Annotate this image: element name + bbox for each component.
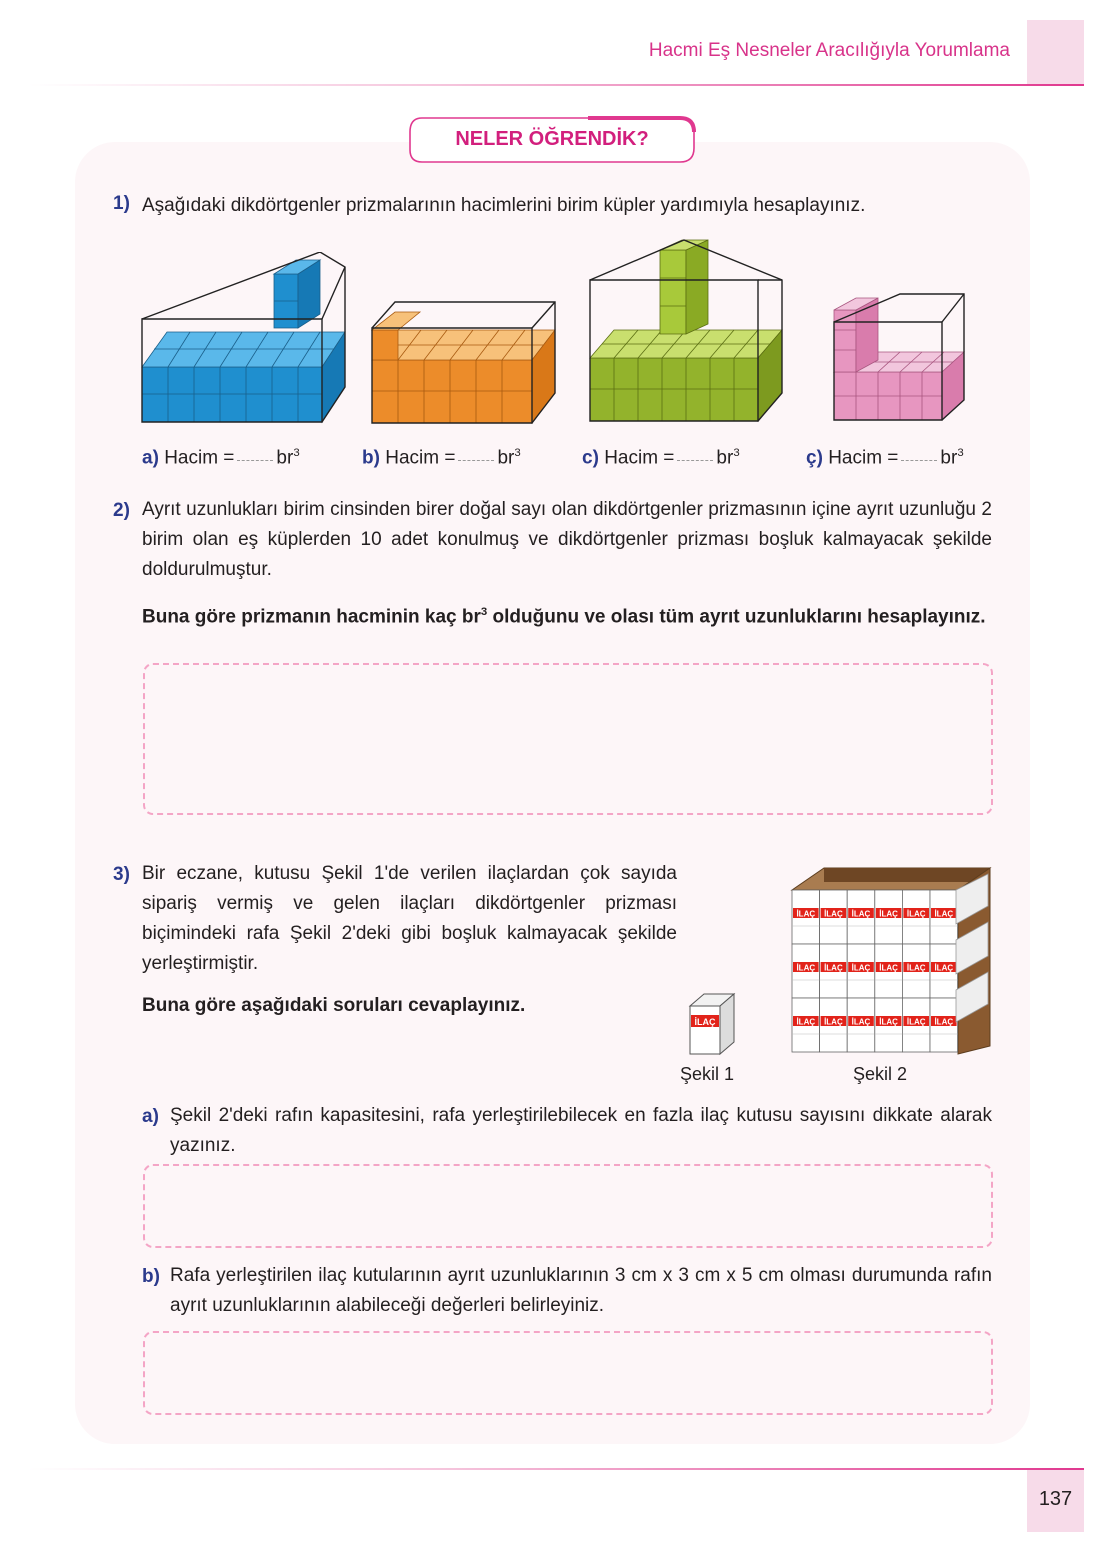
page-number: 137 — [1038, 1488, 1073, 1510]
answer-blank-cc[interactable] — [901, 460, 937, 461]
figure1-label: Şekil 1 — [680, 1064, 735, 1084]
shelf-box-label: İLAÇ — [906, 963, 926, 973]
shelf-box-label: İLAÇ — [824, 1017, 843, 1027]
prism-figure-b — [370, 300, 560, 425]
q2-number: 2) — [113, 500, 130, 521]
footer-divider — [28, 1468, 1084, 1470]
figure1-medicine-box — [688, 992, 738, 1056]
q2-question — [142, 597, 992, 632]
q3b-text: Rafa yerleştirilen ilaç kutularının ayrıt uzunluklarının 3 cm x 3 cm x 5 cm olması durumunda rafın ayrıt uzunluklarının alabileceği değerleri belirleyiniz. — [170, 1265, 992, 1316]
q3-instruction: Buna göre aşağıdaki soruları cevaplayınız. — [142, 995, 526, 1016]
answer-label-b: Hacim = — [385, 447, 456, 469]
figure2-label: Şekil 2 — [853, 1064, 908, 1084]
shelf-box-label: İLAÇ — [879, 909, 898, 919]
answer-unit-c: br — [716, 447, 734, 469]
shelf-box-label: İLAÇ — [851, 963, 871, 973]
prism-figure-a — [140, 252, 350, 424]
answer-unit-b: br — [497, 447, 515, 469]
shelf-box-label: İLAÇ — [796, 1017, 816, 1027]
shelf-box-label: İLAÇ — [796, 909, 816, 919]
shelf-box-label: İLAÇ — [934, 963, 954, 973]
q2-text: Ayrıt uzunlukları birim cinsinden birer doğal sayı olan dikdörtgenler prizmasının içine ayrıt uzunluğu 2 birim olan eş küplerden 10 adet konulmuş ve dikdörtgenler prizması boşluk kalmayacak şekilde doldurulmuştur. — [142, 499, 992, 580]
q2-question-part1: Buna göre prizmanın hacminin kaç br — [142, 606, 481, 628]
answer-exp-b: 3 — [514, 447, 521, 459]
answer-exp-cc: 3 — [957, 447, 964, 459]
q3a-text: Şekil 2'deki rafın kapasitesini, rafa yerleştirilebilecek en fazla ilaç kutusu sayısını dikkate alarak yazınız. — [170, 1105, 992, 1156]
section-title: NELER ÖĞRENDİK? — [455, 128, 649, 150]
q2-question-exp: 3 — [480, 606, 488, 618]
shelf-box-label: İLAÇ — [906, 909, 926, 919]
answer-letter-cc: ç) — [806, 447, 823, 469]
q1-answer-a — [142, 447, 300, 469]
q3-text: Bir eczane, kutusu Şekil 1'de verilen ilaçlardan çok sayıda sipariş vermiş ve gelen ilaçları dikdörtgenler prizması biçimindeki rafa Şekil 2'deki gibi boşluk kalmayacak şekilde yerleştirmiştir. — [142, 863, 677, 974]
answer-label-a: Hacim = — [164, 447, 235, 469]
figure2-shelf — [788, 866, 994, 1058]
shelf-box-label: İLAÇ — [879, 963, 898, 973]
section-badge — [408, 112, 696, 164]
shelf-box-label: İLAÇ — [906, 1017, 926, 1027]
q3a-answer-box[interactable] — [143, 1164, 993, 1248]
prism-figure-cc — [830, 292, 970, 424]
shelf-box-label: İLAÇ — [796, 963, 816, 973]
answer-letter-c: c) — [582, 447, 599, 469]
q3b-answer-box[interactable] — [143, 1331, 993, 1415]
q1-answer-cc — [806, 447, 964, 469]
answer-exp-c: 3 — [733, 447, 740, 459]
answer-blank-a[interactable] — [237, 460, 273, 461]
page-header-title: Hacmi Eş Nesneler Aracılığıyla Yorumlama — [648, 40, 1010, 61]
answer-unit-cc: br — [940, 447, 958, 469]
shelf-box-label: İLAÇ — [934, 1017, 954, 1027]
header-divider — [28, 84, 1084, 86]
header-tab — [1027, 20, 1084, 84]
q1-answer-c — [582, 447, 740, 469]
shelf-box-label: İLAÇ — [879, 1017, 898, 1027]
shelf-box-label: İLAÇ — [824, 909, 843, 919]
answer-exp-a: 3 — [293, 447, 300, 459]
q2-answer-box[interactable] — [143, 663, 993, 815]
q3a-letter: a) — [142, 1106, 159, 1127]
q1-number: 1) — [113, 193, 130, 214]
shelf-box-label: İLAÇ — [824, 963, 843, 973]
answer-blank-b[interactable] — [458, 460, 494, 461]
q2-question-part2: olduğunu ve olası tüm ayrıt uzunluklarını hesaplayınız. — [487, 606, 986, 628]
answer-label-c: Hacim = — [604, 447, 675, 469]
answer-unit-a: br — [276, 447, 294, 469]
answer-label-cc: Hacim = — [828, 447, 899, 469]
shelf-box-label: İLAÇ — [851, 909, 871, 919]
answer-letter-b: b) — [362, 447, 380, 469]
shelf-box-label: İLAÇ — [934, 909, 954, 919]
answer-blank-c[interactable] — [677, 460, 713, 461]
q3b-letter: b) — [142, 1266, 160, 1287]
answer-letter-a: a) — [142, 447, 159, 469]
q1-text: Aşağıdaki dikdörtgenler prizmalarının hacimlerini birim küpler yardımıyla hesaplayınız. — [142, 195, 866, 216]
q1-answer-b — [362, 447, 521, 469]
shelf-box-grid — [792, 890, 958, 1052]
shelf-box-label: İLAÇ — [851, 1017, 871, 1027]
q3-number: 3) — [113, 864, 130, 885]
figure1-box-label: İLAÇ — [694, 1017, 716, 1027]
prism-figure-c — [588, 238, 786, 424]
